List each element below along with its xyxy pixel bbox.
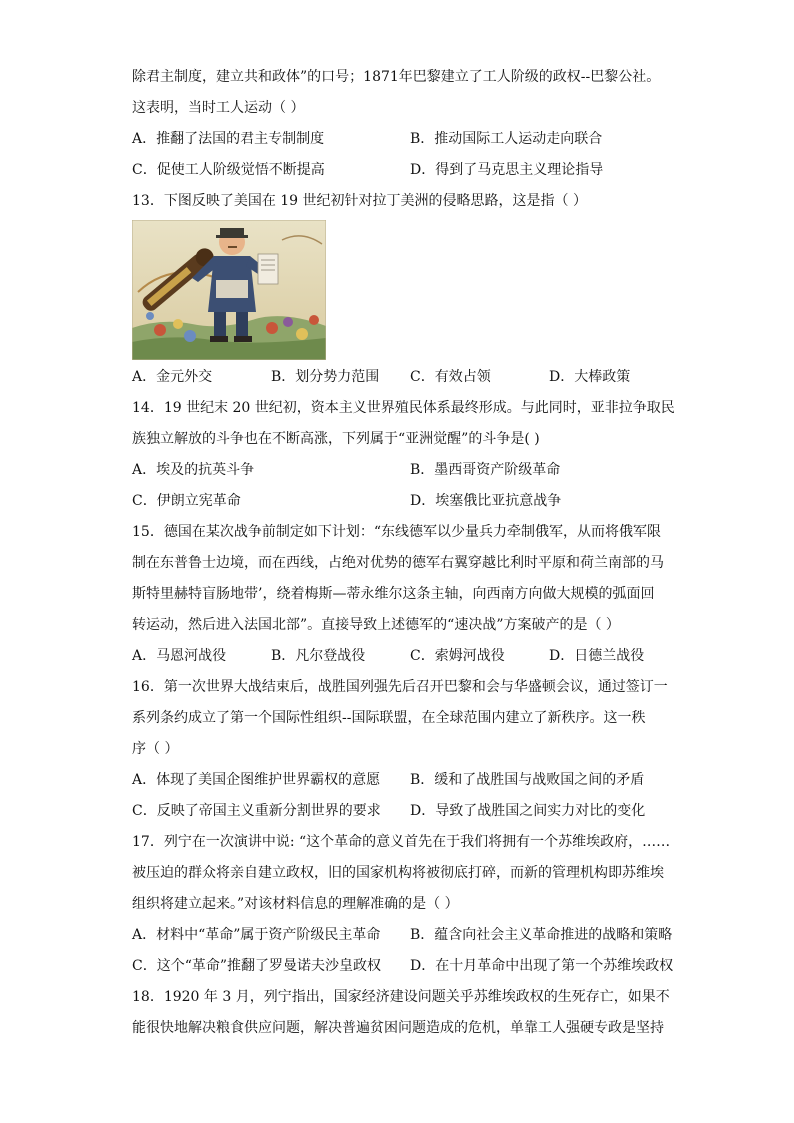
q13-option-c[interactable]: C．有效占领 xyxy=(410,369,491,385)
q16-stem-line-1: 16．第一次世界大战结束后，战胜国列强先后召开巴黎和会与华盛顿会议，通过签订一 xyxy=(132,679,668,695)
q15-options-row xyxy=(132,641,667,672)
q18-stem-line-2: 能很快地解决粮食供应问题，解决普遍贫困问题造成的危机，单靠工人强硬专政是坚持 xyxy=(132,1020,664,1036)
q12-stem-line-2: 这表明，当时工人运动（ ） xyxy=(132,100,305,116)
q17-option-d[interactable]: D．在十月革命中出现了第一个苏维埃政权 xyxy=(410,958,674,974)
q12-option-c[interactable]: C．促使工人阶级觉悟不断提高 xyxy=(132,162,325,178)
q17-options-row-2 xyxy=(132,951,674,982)
q18-stem-line-1: 18．1920 年 3 月，列宁指出，国家经济建设问题关乎苏维埃政权的生死存亡，如果不 xyxy=(132,989,670,1005)
q17-stem-line-2: 被压迫的群众将亲自建立政权，旧的国家机构将被彻底打碎，而新的管理机构即苏维埃 xyxy=(132,865,664,881)
q14-option-d[interactable]: D．埃塞俄比亚抗意战争 xyxy=(410,493,562,509)
q17-option-c[interactable]: C．这个“革命”推翻了罗曼诺夫沙皇政权 xyxy=(132,958,382,974)
q15-option-c[interactable]: C．索姆河战役 xyxy=(410,648,505,664)
q16-option-a[interactable]: A．体现了美国企图维护世界霸权的意愿 xyxy=(132,772,381,788)
q16-option-b[interactable]: B．缓和了战胜国与战败国之间的矛盾 xyxy=(410,772,645,788)
q15-option-b[interactable]: B．凡尔登战役 xyxy=(271,648,366,664)
q12-option-d[interactable]: D．得到了马克思主义理论指导 xyxy=(410,162,604,178)
q15-option-d[interactable]: D．日德兰战役 xyxy=(549,648,645,664)
q13-stem: 13．下图反映了美国在 19 世纪初针对拉丁美洲的侵略思路，这是指（ ） xyxy=(132,193,587,209)
q12-option-b[interactable]: B．推动国际工人运动走向联合 xyxy=(410,131,603,147)
q13-options-row xyxy=(132,362,667,393)
q17-stem-line-3: 组织将建立起来。”对该材料信息的理解准确的是（ ） xyxy=(132,896,459,912)
q13-option-d[interactable]: D．大棒政策 xyxy=(549,369,631,385)
q16-options-row-1 xyxy=(132,765,667,796)
q15-stem-line-4: 转运动，然后进入法国北部”。直接导致上述德军的“速决战”方案破产的是（ ） xyxy=(132,617,620,633)
q14-option-c[interactable]: C．伊朗立宪革命 xyxy=(132,493,241,509)
q17-options-row-1 xyxy=(132,920,673,951)
q15-stem-line-1: 15．德国在某次战争前制定如下计划：“东线德军以少量兵力牵制俄军，从而将俄军限 xyxy=(132,524,661,540)
q14-stem-line-1: 14．19 世纪末 20 世纪初，资本主义世界殖民体系最终形成。与此同时，亚非拉争取民 xyxy=(132,400,675,416)
q17-option-a[interactable]: A．材料中“革命”属于资产阶级民主革命 xyxy=(132,927,381,943)
q16-stem-line-3: 序（ ） xyxy=(132,741,179,757)
q17-option-b[interactable]: B．蕴含向社会主义革命推进的战略和策略 xyxy=(410,927,673,943)
q14-option-a[interactable]: A．埃及的抗英斗争 xyxy=(132,462,255,478)
q12-options-row-2 xyxy=(132,155,667,186)
q14-option-b[interactable]: B．墨西哥资产阶级革命 xyxy=(410,462,561,478)
q16-stem-line-2: 系列条约成立了第一个国际性组织--国际联盟，在全球范围内建立了新秩序。这一秩 xyxy=(132,710,646,726)
q17-stem-line-1: 17．列宁在一次演讲中说: “这个革命的意义首先在于我们将拥有一个苏维埃政府，…… xyxy=(132,834,671,850)
q14-options-row-1 xyxy=(132,455,667,486)
q15-option-a[interactable]: A．马恩河战役 xyxy=(132,648,227,664)
q12-options-row-1 xyxy=(132,124,667,155)
q16-option-d[interactable]: D．导致了战胜国之间实力对比的变化 xyxy=(410,803,646,819)
q16-option-c[interactable]: C．反映了帝国主义重新分割世界的要求 xyxy=(132,803,381,819)
q12-option-a[interactable]: A．推翻了法国的君主专制制度 xyxy=(132,131,325,147)
q15-stem-line-3: 斯特里赫特盲肠地带’，绕着梅斯—蒂永维尔这条主轴，向西南方向做大规模的弧面回 xyxy=(132,586,655,602)
q15-stem-line-2: 制在东普鲁士边境，而在西线，占绝对优势的德军右翼穿越比利时平原和荷兰南部的马 xyxy=(132,555,664,571)
big-stick-cartoon-image xyxy=(132,220,326,360)
q14-options-row-2 xyxy=(132,486,667,517)
q13-option-a[interactable]: A．金元外交 xyxy=(132,369,213,385)
q16-options-row-2 xyxy=(132,796,667,827)
q12-stem-line-1: 除君主制度，建立共和政体”的口号；1871年巴黎建立了工人阶级的政权--巴黎公社。 xyxy=(132,69,661,85)
exam-page xyxy=(132,62,675,1044)
q14-stem-line-2: 族独立解放的斗争也在不断高涨，下列属于“亚洲觉醒”的斗争是( ) xyxy=(132,431,540,447)
q13-option-b[interactable]: B．划分势力范围 xyxy=(271,369,380,385)
